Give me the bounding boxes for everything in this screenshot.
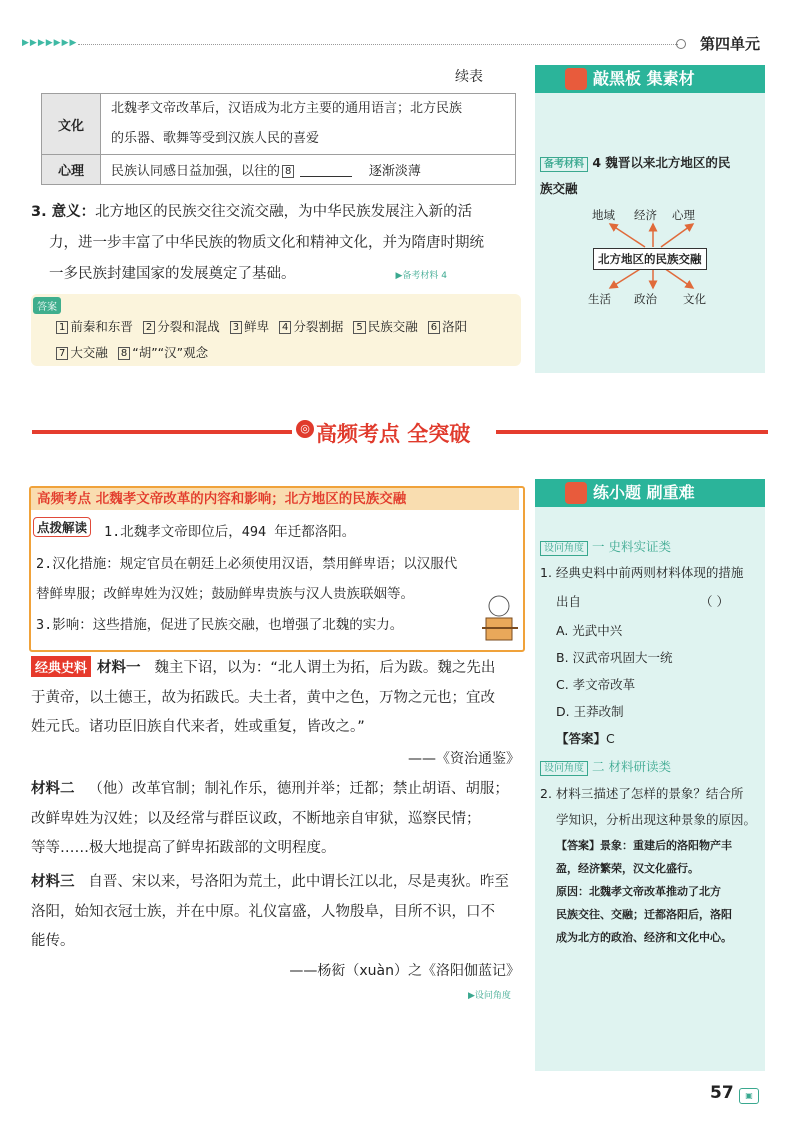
table-key: 心理: [42, 155, 101, 185]
question-line: 出自: [556, 594, 582, 609]
keypoint-line: 2.汉化措施：规定官员在朝廷上必须使用汉语，禁用鲜卑语；以汉服代: [36, 556, 458, 572]
material-text: [31, 775, 521, 804]
table-line: 的乐器、歌舞等受到汉族人民的喜爱: [111, 131, 320, 146]
material-label: 材料一: [97, 660, 141, 676]
material-source: ——杨衒（xuàn）之《洛阳伽蓝记》: [289, 963, 520, 979]
blank-number: 8: [282, 165, 294, 178]
cartoon-icon: [478, 588, 522, 644]
angle-heading: [540, 757, 671, 776]
significance-label: 3. 意义：: [31, 204, 96, 220]
keypoint-line: 3.影响：这些措施，促进了民族交融，也增强了北魏的实力。: [36, 617, 404, 633]
table-value: [101, 155, 516, 185]
material-line: 洛阳，始知衣冠士族，并在中原。礼仪富盛，人物殷阜，目所不识，口不: [31, 904, 495, 920]
option-c[interactable]: C. 孝文帝改革: [556, 677, 636, 692]
angle-text: 二 材料研读类: [591, 759, 671, 774]
table-text: 民族认同感日益加强，以往的: [111, 164, 281, 179]
table-row: [42, 155, 516, 185]
material-label: 材料三: [31, 874, 75, 890]
answer-line: 盈，经济繁荣，汉文化盛行。: [556, 862, 699, 875]
answer-text: 民族交融: [367, 319, 418, 334]
significance-text: 一多民族封建国家的发展奠定了基础。: [49, 266, 296, 282]
header-circle-icon: [676, 39, 686, 49]
diagram-node: 经济: [634, 208, 657, 222]
continued-label: 续表: [455, 69, 483, 85]
option-d[interactable]: D. 王莽改制: [556, 704, 624, 719]
material-line: 姓元氏。诸功臣旧族自代来者，姓或重复，皆改之。”: [31, 719, 365, 735]
option-a[interactable]: A. 光武中兴: [556, 623, 623, 638]
unit-title: 第四单元: [700, 35, 761, 53]
keypoint-title: [31, 488, 519, 510]
keypoint-line: 替鲜卑服；改鲜卑姓为汉姓；鼓励鲜卑贵族与汉人贵族联姻等。: [36, 586, 414, 602]
material-heading-text: 4 魏晋以来北方地区的民: [592, 155, 731, 170]
header-arrows: ▶▶▶▶▶▶▶: [22, 38, 78, 48]
banner-line: [32, 430, 292, 434]
material-line: 能传。: [31, 933, 75, 949]
angle-link[interactable]: ▶设问角度: [468, 991, 511, 1001]
culture-table: [41, 93, 516, 185]
significance-text: 力，进一步丰富了中华民族的物质文化和精神文化，并为隋唐时期统: [49, 235, 484, 251]
answer-text: 鲜卑: [244, 319, 270, 334]
diagram-node: 生活: [588, 292, 611, 306]
diagram-node: 地域: [592, 208, 615, 222]
answer-text: 分裂割据: [293, 319, 344, 334]
material-line: 等等……极大地提高了鲜卑拓跋部的文明程度。: [31, 840, 336, 856]
panel-title: 敲黑板 集素材: [593, 69, 695, 88]
answer-line: 原因：北魏孝文帝改革推动了北方: [556, 885, 721, 898]
material-source: ——《资治通鉴》: [408, 751, 520, 767]
material-line: 自晋、宋以来，号洛阳为荒土，此中谓长江以北，尽是夷狄。昨至: [88, 874, 509, 890]
answer-row: [54, 343, 208, 361]
significance-paragraph: [31, 197, 521, 292]
answer-text: “胡”“汉”观念: [132, 345, 209, 360]
explain-tag: 点拨解读: [33, 517, 91, 537]
diagram-node: 心理: [672, 208, 695, 222]
table-key: 文化: [42, 94, 101, 155]
material-line: 于黄帝，以土德王，故为拓跋氏。夫土者，黄中之色，万物之元也；宜改: [31, 690, 495, 706]
diagram-node: 政治: [634, 292, 657, 306]
significance-text: 北方地区的民族交往交流交融，为中华民族发展注入新的活: [95, 204, 473, 220]
teacher-icon: [565, 68, 587, 90]
angle-heading: [540, 537, 671, 556]
material-line: 魏主下诏，以为：“北人谓土为拓，后为跋。魏之先出: [154, 660, 496, 676]
table-text: 逐渐淡薄: [368, 164, 421, 179]
question-line: 1. 经典史料中前两则材料体现的措施: [540, 565, 744, 580]
answer-line: 民族交往、交融；迁都洛阳后，洛阳: [556, 908, 732, 921]
angle-tag: 设问角度: [540, 761, 588, 776]
section-title: 高频考点 全突破: [316, 422, 471, 446]
panel-header: [535, 479, 765, 507]
page-number: 57: [710, 1083, 734, 1103]
answer-value: C: [606, 731, 615, 746]
question-line: 学知识，分析出现这种景象的原因。: [556, 812, 757, 827]
material-line: （他）改革官制；制礼作乐，德刑并举；迁都；禁止胡语、胡服；: [88, 781, 509, 797]
answer-label: 【答案】: [556, 731, 607, 746]
keypoint-title-text: 高频考点 北魏孝文帝改革的内容和影响；北方地区的民族交融: [37, 491, 407, 507]
diagram-node: 文化: [683, 292, 706, 306]
answer-num: 6: [428, 321, 440, 334]
answer-num: 4: [279, 321, 291, 334]
answer-text: 洛阳: [442, 319, 468, 334]
table-row: [42, 94, 516, 155]
diagram-center: 北方地区的民族交融: [593, 248, 707, 270]
answer-num: 3: [230, 321, 242, 334]
classic-source-tag: 经典史料: [31, 656, 91, 677]
answer-num: 7: [56, 347, 68, 360]
material-heading: [540, 150, 760, 202]
table-line: 北魏孝文帝改革后，汉语成为北方主要的通用语言；北方民族: [111, 101, 463, 116]
answer-num: 5: [353, 321, 365, 334]
answer-text: 大交融: [70, 345, 108, 360]
panel-header: [535, 65, 765, 93]
answer-row: [54, 317, 467, 335]
keypoint-line: 1.北魏孝文帝即位后，494 年迁都洛阳。: [104, 524, 356, 540]
material-heading-text: 族交融: [540, 181, 578, 196]
material-line: 改鲜卑姓为汉姓；以及经常与群臣议政，不断地亲自审狱，巡察民情；: [31, 811, 481, 827]
answer-num: 8: [118, 347, 130, 360]
panel-title: 练小题 刷重难: [593, 483, 695, 502]
angle-tag: 设问角度: [540, 541, 588, 556]
answer-line: 景象：重建后的洛阳物产丰: [600, 839, 732, 852]
header-divider: [78, 44, 678, 45]
material-text: [31, 868, 521, 897]
option-b[interactable]: B. 汉武帝巩固大一统: [556, 650, 673, 665]
target-icon: ◎: [296, 420, 314, 438]
answer-text: 分裂和混战: [157, 319, 220, 334]
answer-tag: 答案: [33, 297, 61, 314]
answer-text: 前秦和东晋: [70, 319, 133, 334]
answer-paren: （ ）: [700, 594, 729, 609]
material-tag: 备考材料: [540, 157, 588, 172]
fill-blank: [300, 162, 352, 177]
question-answer: [556, 729, 615, 747]
angle-text: 一 史料实证类: [591, 539, 671, 554]
page-icon: ▣: [739, 1088, 759, 1104]
question-line: 2. 材料三描述了怎样的景象？结合所: [540, 786, 744, 801]
material-label: 材料二: [31, 781, 75, 797]
material-text: [97, 654, 587, 683]
banner-line: [496, 430, 768, 434]
student-icon: [565, 482, 587, 504]
answer-label: 【答案】: [556, 839, 600, 852]
table-value: [101, 94, 516, 155]
reference-link[interactable]: ▶备考材料 4: [395, 271, 448, 281]
answer-line: 成为北方的政治、经济和文化中心。: [556, 931, 732, 944]
answer-num: 2: [143, 321, 155, 334]
question2-answer: [556, 834, 761, 949]
answer-num: 1: [56, 321, 68, 334]
